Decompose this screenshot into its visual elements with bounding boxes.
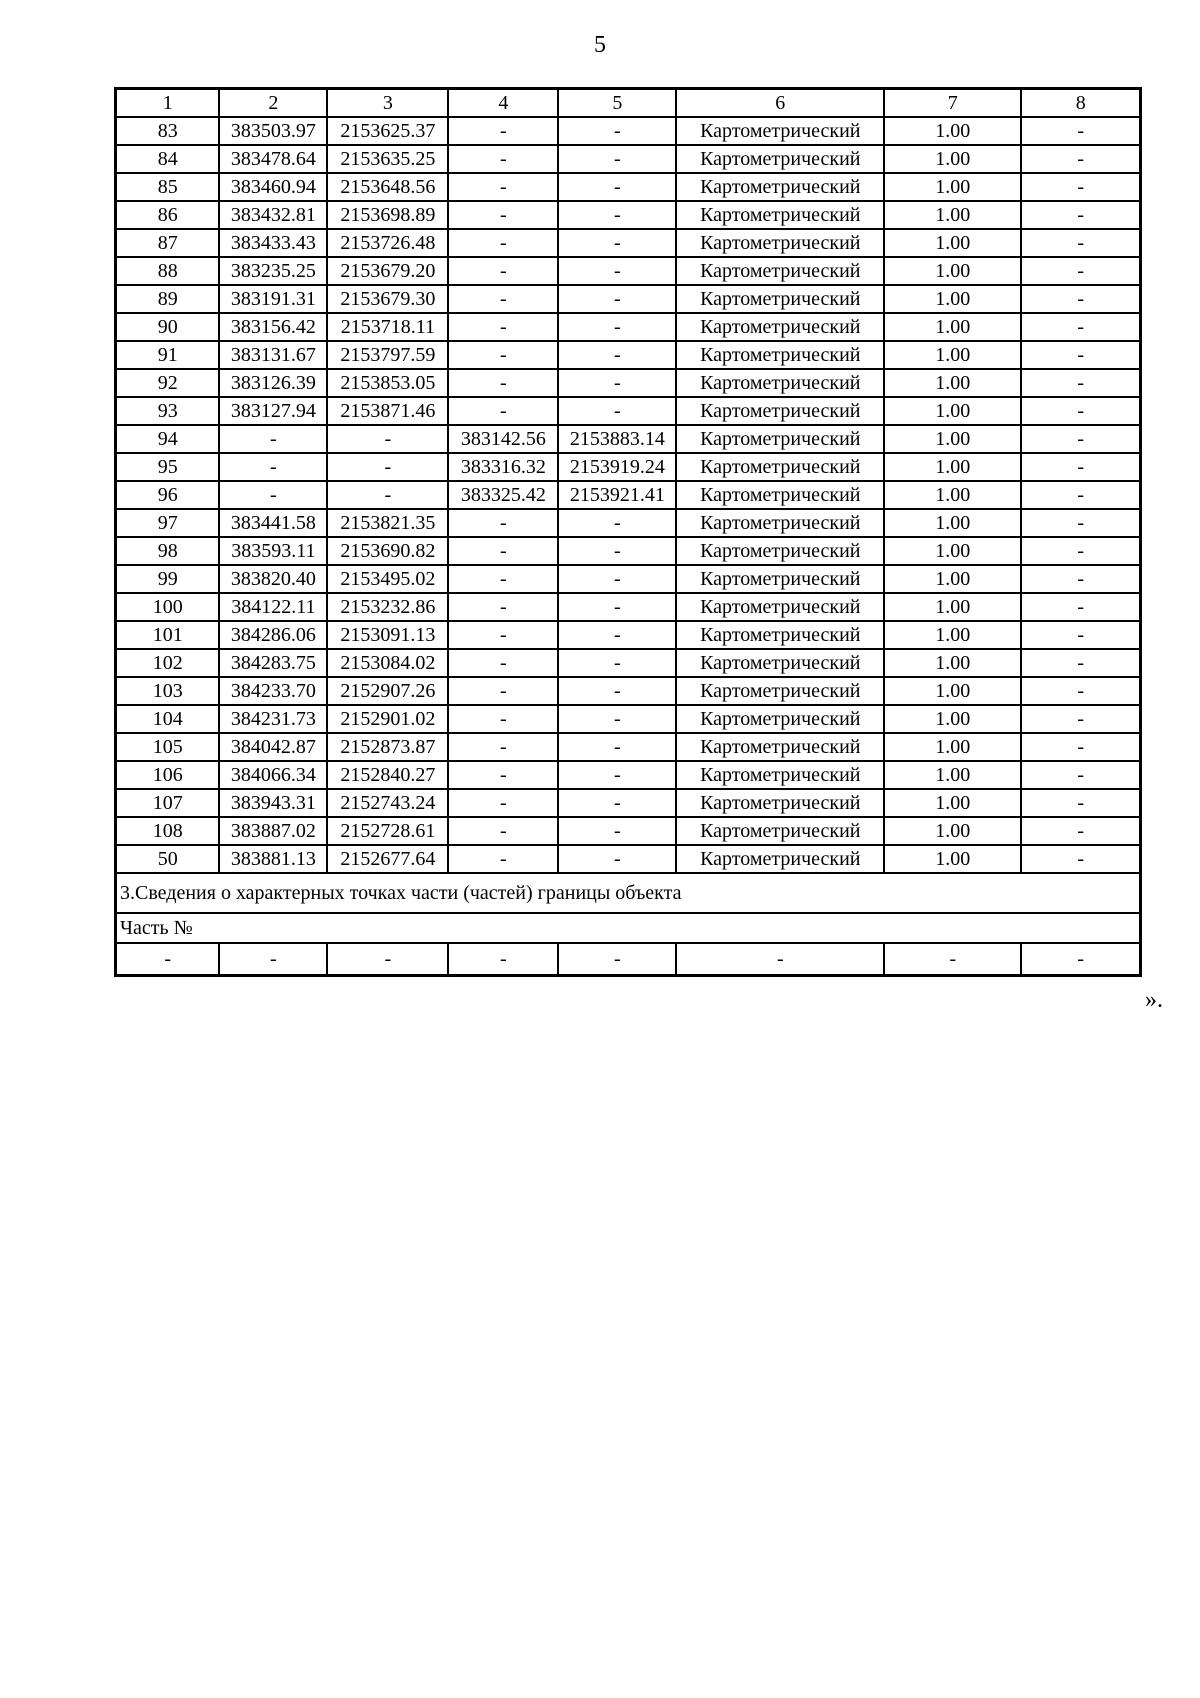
table-cell: - [558, 845, 676, 873]
table-cell: 384233.70 [219, 677, 327, 705]
table-cell: 1.00 [884, 257, 1021, 285]
table-cell: 108 [116, 817, 220, 845]
table-cell: - [1021, 425, 1140, 453]
table-cell: 383131.67 [219, 341, 327, 369]
table-cell: 383881.13 [219, 845, 327, 873]
table-cell: - [327, 943, 448, 976]
table-cell: 93 [116, 397, 220, 425]
table-cell: - [558, 173, 676, 201]
table-cell: - [558, 257, 676, 285]
table-body [116, 89, 1141, 976]
table-cell: 383325.42 [448, 481, 558, 509]
table-cell: - [558, 677, 676, 705]
table-cell: 383441.58 [219, 509, 327, 537]
table-cell: - [448, 677, 558, 705]
table-cell: 2153084.02 [327, 649, 448, 677]
table-cell: 2153679.20 [327, 257, 448, 285]
table-cell: - [448, 229, 558, 257]
table-cell: - [1021, 761, 1140, 789]
table-cell: - [448, 313, 558, 341]
table-cell: 1.00 [884, 285, 1021, 313]
table-cell: - [1021, 509, 1140, 537]
header-cell: 3 [327, 89, 448, 118]
table-cell: Картометрический [676, 229, 884, 257]
table-cell: 1.00 [884, 453, 1021, 481]
table-cell: Картометрический [676, 341, 884, 369]
table-cell: - [676, 943, 884, 976]
table-cell: Картометрический [676, 285, 884, 313]
table-cell: 383433.43 [219, 229, 327, 257]
table-cell: 1.00 [884, 593, 1021, 621]
table-cell: - [1021, 817, 1140, 845]
table-cell: 1.00 [884, 761, 1021, 789]
table-row [116, 257, 1141, 285]
table-row [116, 117, 1141, 145]
header-cell: 5 [558, 89, 676, 118]
table-cell: - [1021, 257, 1140, 285]
table-cell: 1.00 [884, 201, 1021, 229]
table-cell: 2152677.64 [327, 845, 448, 873]
header-cell: 7 [884, 89, 1021, 118]
table-cell: 85 [116, 173, 220, 201]
table-cell: Картометрический [676, 733, 884, 761]
table-cell: 2153635.25 [327, 145, 448, 173]
table-cell: Картометрический [676, 509, 884, 537]
table-cell: - [448, 845, 558, 873]
table-cell: - [1021, 481, 1140, 509]
table-cell: - [327, 453, 448, 481]
table-cell: 2152728.61 [327, 817, 448, 845]
table-cell: - [219, 481, 327, 509]
table-cell: - [558, 313, 676, 341]
table-cell: - [558, 621, 676, 649]
table-cell: - [558, 509, 676, 537]
table-cell: - [1021, 789, 1140, 817]
table-cell: 1.00 [884, 565, 1021, 593]
table-cell: - [327, 425, 448, 453]
table-cell: 87 [116, 229, 220, 257]
table-cell: - [448, 285, 558, 313]
table-row [116, 677, 1141, 705]
table-cell: - [558, 761, 676, 789]
table-cell: 383593.11 [219, 537, 327, 565]
table-cell: - [448, 369, 558, 397]
table-row [116, 145, 1141, 173]
table-cell: - [219, 453, 327, 481]
header-cell: 1 [116, 89, 220, 118]
coordinates-table [114, 87, 1142, 977]
table-cell: - [1021, 117, 1140, 145]
table-cell: 383235.25 [219, 257, 327, 285]
table-cell: - [558, 285, 676, 313]
page-number: 5 [594, 32, 606, 58]
table-cell: - [558, 369, 676, 397]
table-cell: 2153853.05 [327, 369, 448, 397]
table-cell: 1.00 [884, 677, 1021, 705]
table-cell: 384042.87 [219, 733, 327, 761]
table-cell: 1.00 [884, 229, 1021, 257]
table-cell: 83 [116, 117, 220, 145]
table-cell: - [558, 593, 676, 621]
table-cell: Картометрический [676, 313, 884, 341]
table-cell: 1.00 [884, 397, 1021, 425]
table-cell: - [1021, 397, 1140, 425]
table-cell: 2153871.46 [327, 397, 448, 425]
table-cell: 100 [116, 593, 220, 621]
table-cell: Картометрический [676, 845, 884, 873]
table-cell: - [558, 145, 676, 173]
table-cell: - [448, 761, 558, 789]
table-cell: - [116, 943, 220, 976]
table-cell: 105 [116, 733, 220, 761]
table-cell: Картометрический [676, 817, 884, 845]
table-row [116, 313, 1141, 341]
table-row [116, 621, 1141, 649]
table-cell: - [558, 705, 676, 733]
table-cell: 383943.31 [219, 789, 327, 817]
table-cell: Картометрический [676, 761, 884, 789]
table-cell: 383887.02 [219, 817, 327, 845]
table-cell: 2153625.37 [327, 117, 448, 145]
table-cell: Картометрический [676, 173, 884, 201]
table-cell: - [1021, 145, 1140, 173]
table-row [116, 789, 1141, 817]
table-cell: 383460.94 [219, 173, 327, 201]
table-cell: 384066.34 [219, 761, 327, 789]
table-cell: 1.00 [884, 509, 1021, 537]
table-cell: - [219, 943, 327, 976]
table-cell: - [1021, 285, 1140, 313]
table-cell: - [448, 257, 558, 285]
table-cell: - [1021, 565, 1140, 593]
table-cell: 107 [116, 789, 220, 817]
table-cell: 383820.40 [219, 565, 327, 593]
table-cell: - [558, 649, 676, 677]
table-cell: - [1021, 943, 1140, 976]
table-row [116, 537, 1141, 565]
table-cell: Картометрический [676, 789, 884, 817]
table-cell: Картометрический [676, 369, 884, 397]
table-cell: 91 [116, 341, 220, 369]
table-cell: 98 [116, 537, 220, 565]
table-cell: 86 [116, 201, 220, 229]
table-cell: - [448, 817, 558, 845]
table-cell: Картометрический [676, 257, 884, 285]
table-row [116, 733, 1141, 761]
table-cell: - [1021, 229, 1140, 257]
table-cell: 2153718.11 [327, 313, 448, 341]
table-cell: 103 [116, 677, 220, 705]
table-cell: - [1021, 705, 1140, 733]
table-cell: 2153797.59 [327, 341, 448, 369]
table-cell: - [327, 481, 448, 509]
section-title: 3.Сведения о характерных точках части (частей) границы объекта [116, 873, 1141, 913]
table-cell: 94 [116, 425, 220, 453]
table-cell: - [448, 509, 558, 537]
table-cell: - [448, 341, 558, 369]
table-cell: Картометрический [676, 117, 884, 145]
table-cell: - [1021, 621, 1140, 649]
table-row [116, 845, 1141, 873]
table-row [116, 341, 1141, 369]
table-cell: 89 [116, 285, 220, 313]
table-cell: 96 [116, 481, 220, 509]
table-cell: 2153648.56 [327, 173, 448, 201]
table-cell: - [1021, 845, 1140, 873]
table-cell: - [448, 943, 558, 976]
table-cell: 88 [116, 257, 220, 285]
table-cell: - [448, 621, 558, 649]
table-cell: Картометрический [676, 453, 884, 481]
table-cell: - [219, 425, 327, 453]
table-cell: 1.00 [884, 341, 1021, 369]
table-cell: 383142.56 [448, 425, 558, 453]
table-cell: 1.00 [884, 789, 1021, 817]
table-cell: - [448, 201, 558, 229]
table-cell: 1.00 [884, 481, 1021, 509]
table-row [116, 229, 1141, 257]
table-cell: 2153091.13 [327, 621, 448, 649]
table-cell: 2152907.26 [327, 677, 448, 705]
table-cell: 384283.75 [219, 649, 327, 677]
table-cell: 90 [116, 313, 220, 341]
table-cell: 2153883.14 [558, 425, 676, 453]
table-cell: Картометрический [676, 397, 884, 425]
table-cell: 2152873.87 [327, 733, 448, 761]
table-cell: 1.00 [884, 313, 1021, 341]
table-cell: - [448, 649, 558, 677]
section-title-row [116, 873, 1141, 913]
table-cell: Картометрический [676, 649, 884, 677]
table-cell: 2152901.02 [327, 705, 448, 733]
header-row [116, 89, 1141, 118]
table-cell: 2153919.24 [558, 453, 676, 481]
table-cell: - [448, 565, 558, 593]
table-cell: - [1021, 677, 1140, 705]
table-cell: 1.00 [884, 425, 1021, 453]
table-cell: 95 [116, 453, 220, 481]
table-cell: 1.00 [884, 145, 1021, 173]
table-cell: 2153921.41 [558, 481, 676, 509]
table-cell: - [1021, 369, 1140, 397]
table-row [116, 425, 1141, 453]
table-cell: - [558, 565, 676, 593]
table-cell: 383316.32 [448, 453, 558, 481]
table-cell: 383127.94 [219, 397, 327, 425]
table-cell: - [1021, 453, 1140, 481]
table-row [116, 285, 1141, 313]
table-cell: - [1021, 593, 1140, 621]
table-cell: 384122.11 [219, 593, 327, 621]
table-row [116, 397, 1141, 425]
table-cell: Картометрический [676, 621, 884, 649]
table-cell: 1.00 [884, 173, 1021, 201]
table-cell: 1.00 [884, 537, 1021, 565]
table-cell: - [448, 733, 558, 761]
table-cell: - [448, 537, 558, 565]
table-cell: 2152840.27 [327, 761, 448, 789]
table-row [116, 201, 1141, 229]
table-cell: 101 [116, 621, 220, 649]
table-row [116, 649, 1141, 677]
table-cell: - [448, 145, 558, 173]
table-cell: Картометрический [676, 481, 884, 509]
table-row [116, 593, 1141, 621]
table-cell: 2153679.30 [327, 285, 448, 313]
closing-quote: ». [1145, 987, 1163, 1013]
table-cell: - [448, 173, 558, 201]
table-cell: 1.00 [884, 733, 1021, 761]
table-cell: 1.00 [884, 117, 1021, 145]
table-cell: 1.00 [884, 705, 1021, 733]
table-row [116, 369, 1141, 397]
table-cell: 383478.64 [219, 145, 327, 173]
table-row [116, 817, 1141, 845]
table-cell: - [558, 943, 676, 976]
table-row [116, 705, 1141, 733]
table-cell: - [558, 789, 676, 817]
table-row [116, 481, 1141, 509]
table-cell: - [558, 397, 676, 425]
table-cell: 383191.31 [219, 285, 327, 313]
table-row [116, 761, 1141, 789]
table-cell: Картометрический [676, 145, 884, 173]
table-cell: 102 [116, 649, 220, 677]
table-cell: 99 [116, 565, 220, 593]
table-cell: 383126.39 [219, 369, 327, 397]
header-cell: 8 [1021, 89, 1140, 118]
table-cell: 1.00 [884, 621, 1021, 649]
table-cell: - [448, 789, 558, 817]
table-cell: Картометрический [676, 593, 884, 621]
table-row [116, 453, 1141, 481]
table-cell: - [558, 537, 676, 565]
table-cell: - [448, 705, 558, 733]
table-cell: - [558, 341, 676, 369]
table-cell: - [1021, 201, 1140, 229]
table-cell: 2153690.82 [327, 537, 448, 565]
table-cell: 2153698.89 [327, 201, 448, 229]
header-cell: 6 [676, 89, 884, 118]
table-cell: 383503.97 [219, 117, 327, 145]
table-cell: 1.00 [884, 845, 1021, 873]
table-row [116, 173, 1141, 201]
table-cell: 92 [116, 369, 220, 397]
table-cell: 383432.81 [219, 201, 327, 229]
table-cell: - [558, 201, 676, 229]
table-cell: 2153821.35 [327, 509, 448, 537]
table-cell: Картометрический [676, 201, 884, 229]
table-cell: - [558, 117, 676, 145]
table-cell: - [558, 817, 676, 845]
table-cell: Картометрический [676, 705, 884, 733]
table-cell: - [448, 593, 558, 621]
table-cell: - [1021, 173, 1140, 201]
table-cell: 50 [116, 845, 220, 873]
table-cell: - [1021, 733, 1140, 761]
table-cell: Картометрический [676, 565, 884, 593]
table-cell: 104 [116, 705, 220, 733]
table-cell: Картометрический [676, 425, 884, 453]
table-cell: - [884, 943, 1021, 976]
table-cell: Картометрический [676, 537, 884, 565]
empty-part-row [116, 943, 1141, 976]
table-cell: 383156.42 [219, 313, 327, 341]
table-cell: 97 [116, 509, 220, 537]
table-cell: 1.00 [884, 649, 1021, 677]
table-row [116, 509, 1141, 537]
part-label: Часть № [116, 913, 1141, 943]
table-cell: 2152743.24 [327, 789, 448, 817]
part-label-row [116, 913, 1141, 943]
table-cell: 384231.73 [219, 705, 327, 733]
table-cell: 2153495.02 [327, 565, 448, 593]
table-cell: 1.00 [884, 817, 1021, 845]
header-cell: 2 [219, 89, 327, 118]
table-cell: 2153726.48 [327, 229, 448, 257]
table-cell: - [1021, 537, 1140, 565]
table-cell: - [558, 733, 676, 761]
table-cell: 106 [116, 761, 220, 789]
table-cell: 384286.06 [219, 621, 327, 649]
header-cell: 4 [448, 89, 558, 118]
table-cell: - [1021, 341, 1140, 369]
table-cell: 1.00 [884, 369, 1021, 397]
table-cell: 84 [116, 145, 220, 173]
table-cell: - [1021, 313, 1140, 341]
table-row [116, 565, 1141, 593]
table-cell: - [448, 117, 558, 145]
table-cell: - [558, 229, 676, 257]
table-cell: Картометрический [676, 677, 884, 705]
table-cell: 2153232.86 [327, 593, 448, 621]
table-cell: - [448, 397, 558, 425]
table-cell: - [1021, 649, 1140, 677]
